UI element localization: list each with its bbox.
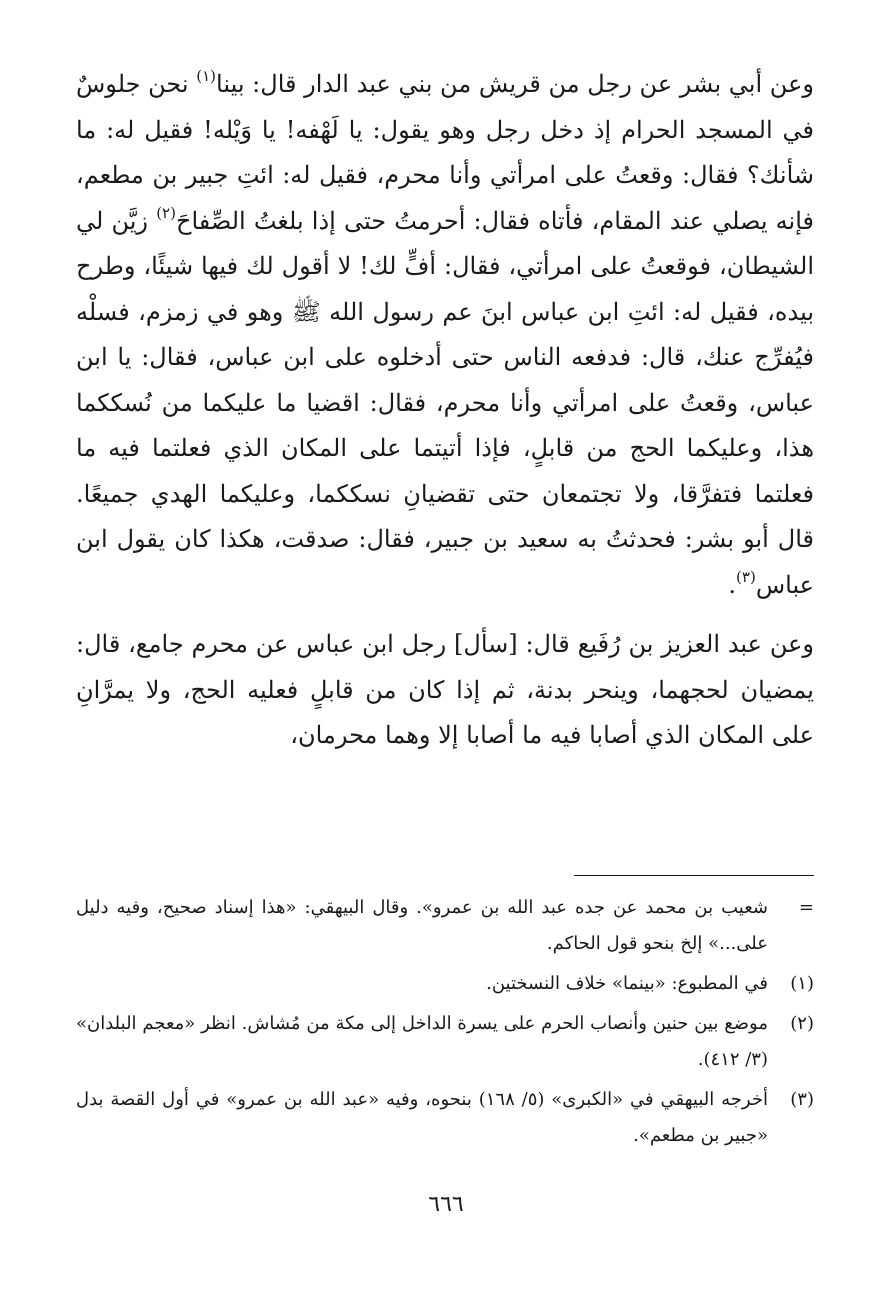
footnote-mark: (١) [790, 973, 814, 994]
footnotes [76, 890, 814, 1158]
paragraph-1-text-b: نحن جلوسٌ في المسجد الحرام إذ دخل رجل وهو يقول: يا لَهْفه! يا وَيْله! فقيل له: ما شأنك؟ فقال: وقعتُ على امرأتي وأنا محرم، فقيل له: ائتِ جبير بن مطعم، فإنه يصلي عند المقام، فأتاه فقال: أحرمتُ حتى إذا بلغتُ الصِّفاحَ [76, 70, 815, 235]
page-number: ٦٦٦ [428, 1192, 464, 1217]
footnote-ref-3: (٣) [736, 567, 756, 586]
paragraph-1-text-a: وعن أبي بشر عن رجل من قريش من بني عبد الدار قال: بينا [216, 70, 814, 98]
footnote-ref-2: (٢) [156, 203, 176, 222]
footnote-text: شعيب بن محمد عن جده عبد الله بن عمرو». وقال البيهقي: «هذا إسناد صحيح، وفيه دليل على...» إلخ بنحو قول الحاكم. [76, 897, 768, 954]
footnote-text: موضع بين حنين وأنصاب الحرم على يسرة الداخل إلى مكة من مُشاش. انظر «معجم البلدان» (٣/ ٤١٢). [76, 1013, 768, 1070]
footnote-separator [574, 875, 814, 876]
footnote-2 [76, 1006, 814, 1078]
footnote-3 [76, 1082, 814, 1154]
paragraph-1-end: . [728, 570, 737, 599]
footnote-mark: (٣) [790, 1089, 814, 1110]
footnote-continued [76, 890, 814, 962]
paragraph-1 [76, 62, 814, 608]
paragraph-1-text-c: زيَّن لي الشيطان، فوقعتُ على امرأتي، فقال: أفٍّ لك! لا أقول لك فيها شيئًا، وطرح بيده، فقيل له: ائتِ ابن عباس ابنَ عم رسول الله ﷺ وهو في زمزم، فسلْه فيُفرِّج عنك، قال: فدفعه الناس حتى أدخلوه على ابن عباس، فقال: يا ابن عباس، وقعتُ على امرأتي وأنا محرم، فقال: اقضيا ما عليكما من نُسككما هذا، وعليكما الحج من قابلٍ، فإذا أتيتما على المكان الذي فعلتما فيه ما فعلتما فتفرَّقا، ولا تجتمعان حتى تقضيانِ نسككما، وعليكما الهدي جميعًا. قال أبو بشر: فحدثتُ به سعيد بن جبير، فقال: صدقت، هكذا كان يقول ابن عباس [76, 206, 814, 599]
paragraph-2: وعن عبد العزيز بن رُفَيع قال: [سأل] رجل ابن عباس عن محرم جامع، قال: يمضيان لحجهما، وينحر بدنة، ثم إذا كان من قابلٍ فعليه الحج، ولا يمرَّانِ على المكان الذي أصابا فيه ما أصابا إلا وهما محرمان، [76, 630, 814, 749]
footnote-text: أخرجه البيهقي في «الكبرى» (٥/ ١٦٨) بنحوه، وفيه «عبد الله بن عمرو» في أول القصة بدل «جبير بن مطعم». [76, 1089, 768, 1146]
footnote-mark: (٢) [790, 1013, 814, 1034]
footnote-text: في المطبوع: «بينما» خلاف النسختين. [486, 973, 768, 994]
main-text [76, 62, 814, 759]
footnote-1 [76, 966, 814, 1002]
footnote-ref-1: (١) [196, 67, 217, 85]
footnote-mark: = [798, 897, 814, 918]
